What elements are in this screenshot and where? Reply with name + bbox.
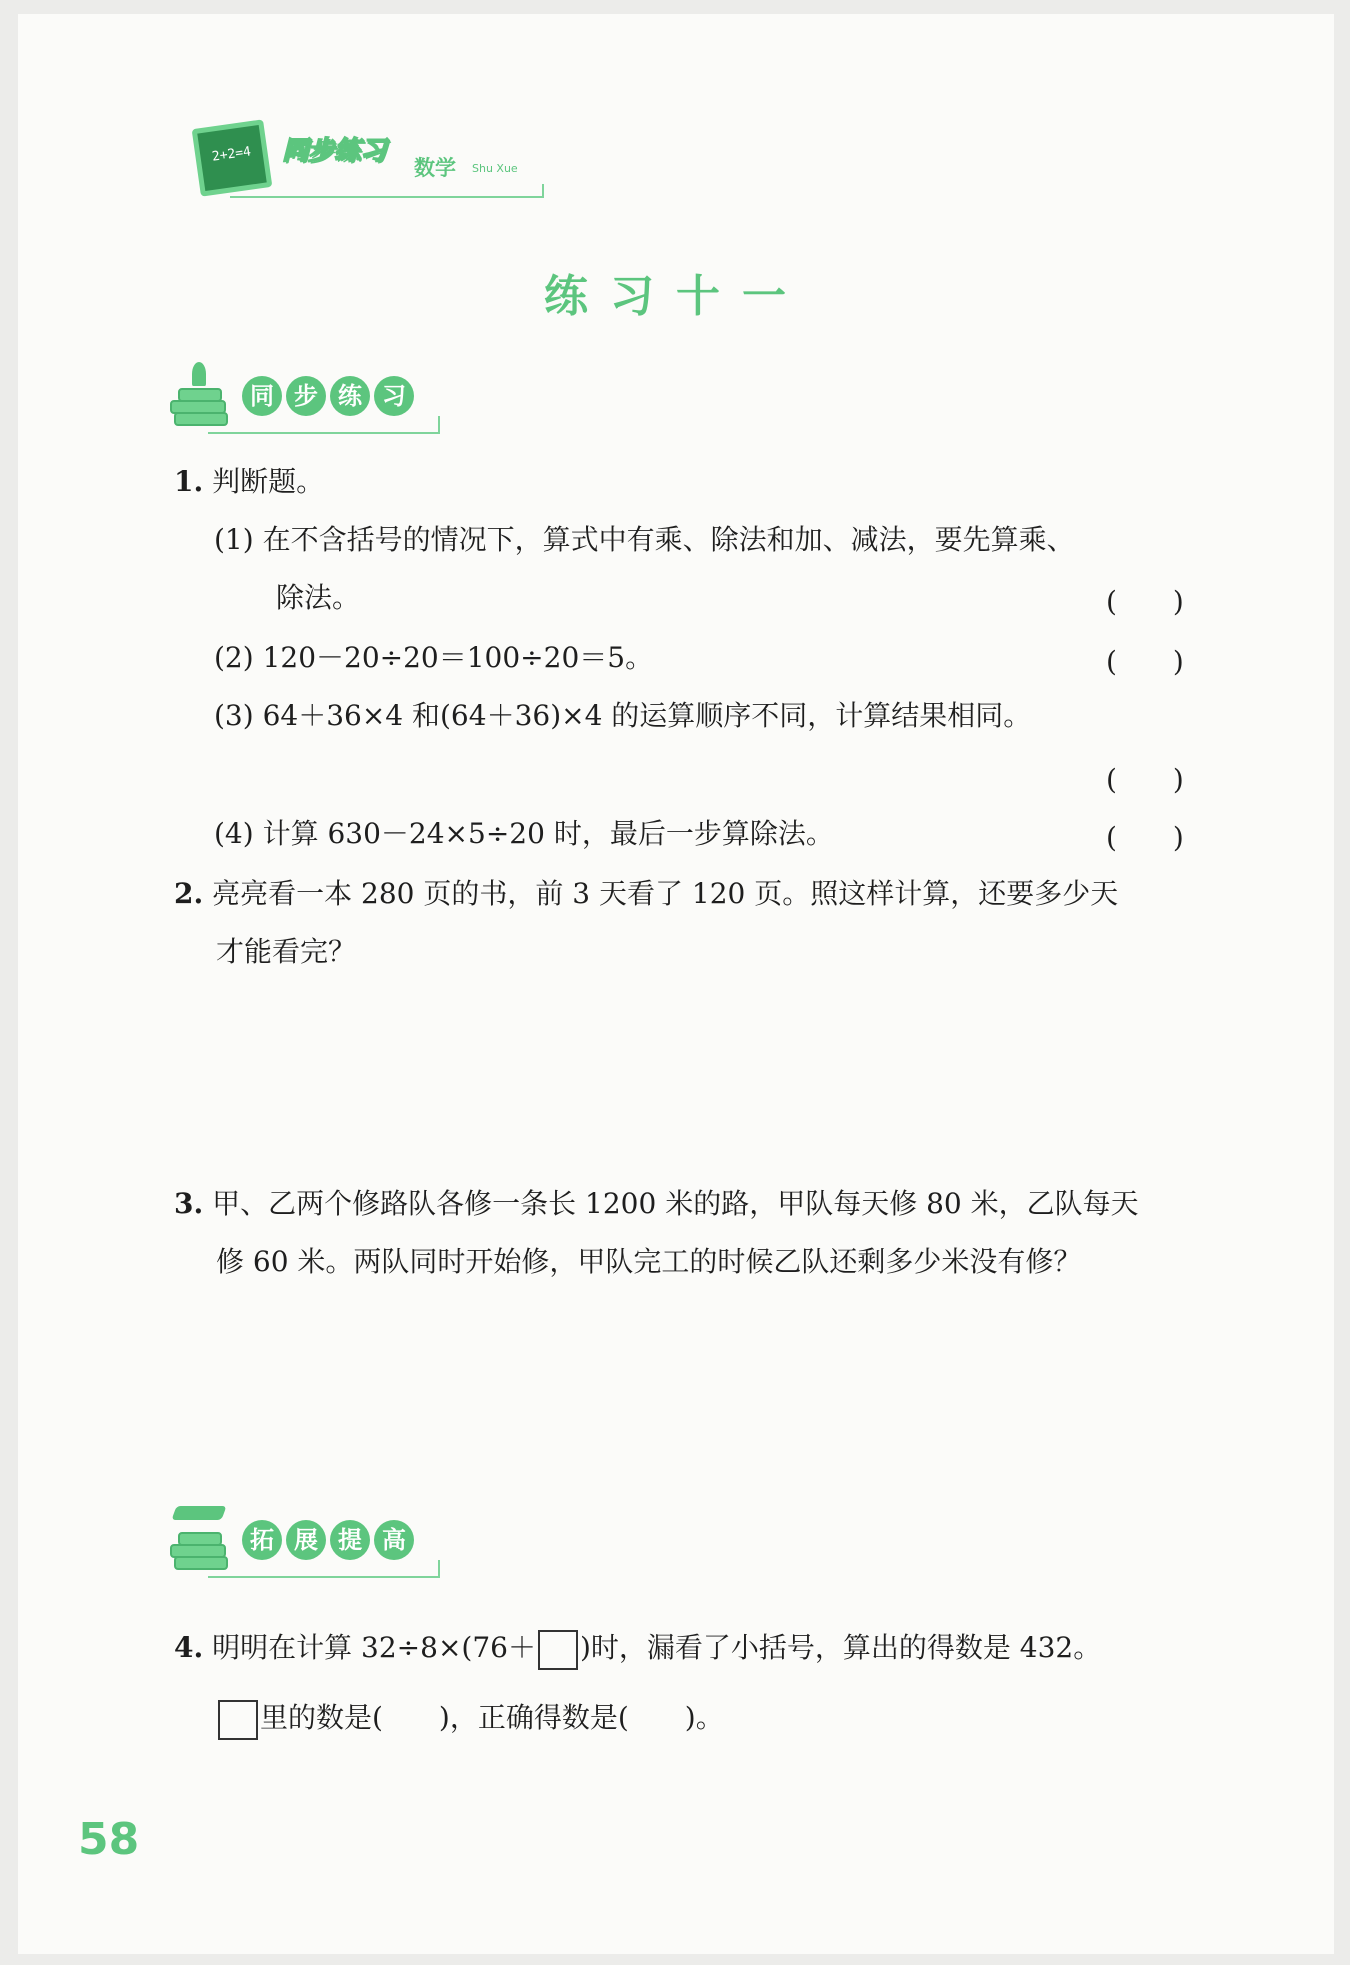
question-3-line1 xyxy=(174,1184,1139,1224)
question-3-line2: 修 60 米。两队同时开始修，甲队完工的时候乙队还剩多少米没有修？ xyxy=(216,1245,1082,1278)
section-char: 展 xyxy=(286,1520,326,1560)
bottle-icon xyxy=(192,362,206,386)
section-char: 习 xyxy=(374,376,414,416)
subject-pinyin: Shu Xue xyxy=(472,162,518,175)
q1-item-4 xyxy=(214,814,834,854)
answer-box[interactable] xyxy=(538,1630,578,1670)
item-label: (4) xyxy=(214,817,254,850)
subject-label: 数学 xyxy=(414,156,456,180)
chalkboard-icon: 2+2=4 xyxy=(192,119,273,196)
q1-item-1-line2: 除法。 xyxy=(276,581,361,614)
question-4-line1 xyxy=(174,1628,1101,1670)
worksheet-page xyxy=(18,14,1334,1954)
question-text: 明明在计算 32÷8×(76＋ xyxy=(212,1631,536,1664)
question-text: 里的数是( )，正确得数是( )。 xyxy=(260,1701,724,1734)
section-char: 步 xyxy=(286,376,326,416)
series-title: 同步练习 xyxy=(282,136,387,166)
item-label: (1) xyxy=(214,523,254,556)
section-char: 高 xyxy=(374,1520,414,1560)
page-number: 58 xyxy=(78,1814,140,1865)
section-char: 提 xyxy=(330,1520,370,1560)
section-title-sync xyxy=(242,376,418,416)
section-title-extend xyxy=(242,1520,418,1560)
q1-item-1-line1 xyxy=(214,520,1075,560)
question-number: 3. xyxy=(174,1187,204,1220)
section-underline xyxy=(208,1560,440,1578)
section-char: 拓 xyxy=(242,1520,282,1560)
graduation-cap-icon xyxy=(171,1506,226,1520)
answer-blank[interactable]: ( ) xyxy=(1106,645,1184,678)
series-logo xyxy=(190,110,550,200)
question-number: 1. xyxy=(174,465,204,498)
section-char: 练 xyxy=(330,376,370,416)
answer-blank[interactable]: ( ) xyxy=(1106,763,1184,796)
question-4-line2 xyxy=(216,1698,724,1740)
q1-item-3 xyxy=(214,696,1031,736)
item-text: 在不含括号的情况下，算式中有乘、除法和加、减法，要先算乘、 xyxy=(262,523,1075,556)
question-text: )时，漏看了小括号，算出的得数是 432。 xyxy=(579,1631,1102,1664)
section-underline xyxy=(208,416,440,434)
section-char: 同 xyxy=(242,376,282,416)
item-text: 64＋36×4 和(64＋36)×4 的运算顺序不同，计算结果相同。 xyxy=(262,699,1032,732)
page-title: 练习十一 xyxy=(544,271,808,322)
item-text: 计算 630－24×5÷20 时，最后一步算除法。 xyxy=(262,817,834,850)
answer-box[interactable] xyxy=(218,1700,258,1740)
section-badge-extend xyxy=(168,1508,448,1578)
section-badge-sync xyxy=(168,364,448,434)
item-text: 120－20÷20＝100÷20＝5。 xyxy=(262,641,654,674)
answer-blank[interactable]: ( ) xyxy=(1106,821,1184,854)
question-2-line1 xyxy=(174,874,1118,914)
question-number: 2. xyxy=(174,877,204,910)
question-2-line2: 才能看完？ xyxy=(216,935,357,968)
question-text: 甲、乙两个修路队各修一条长 1200 米的路，甲队每天修 80 米，乙队每天 xyxy=(212,1187,1139,1220)
question-1-stem xyxy=(174,462,324,502)
item-label: (2) xyxy=(214,641,254,674)
q1-item-2 xyxy=(214,638,653,678)
question-text: 亮亮看一本 280 页的书，前 3 天看了 120 页。照这样计算，还要多少天 xyxy=(212,877,1119,910)
header-underline xyxy=(230,184,544,198)
question-text: 判断题。 xyxy=(212,465,325,498)
item-label: (3) xyxy=(214,699,254,732)
answer-blank[interactable]: ( ) xyxy=(1106,585,1184,618)
question-number: 4. xyxy=(174,1631,204,1664)
